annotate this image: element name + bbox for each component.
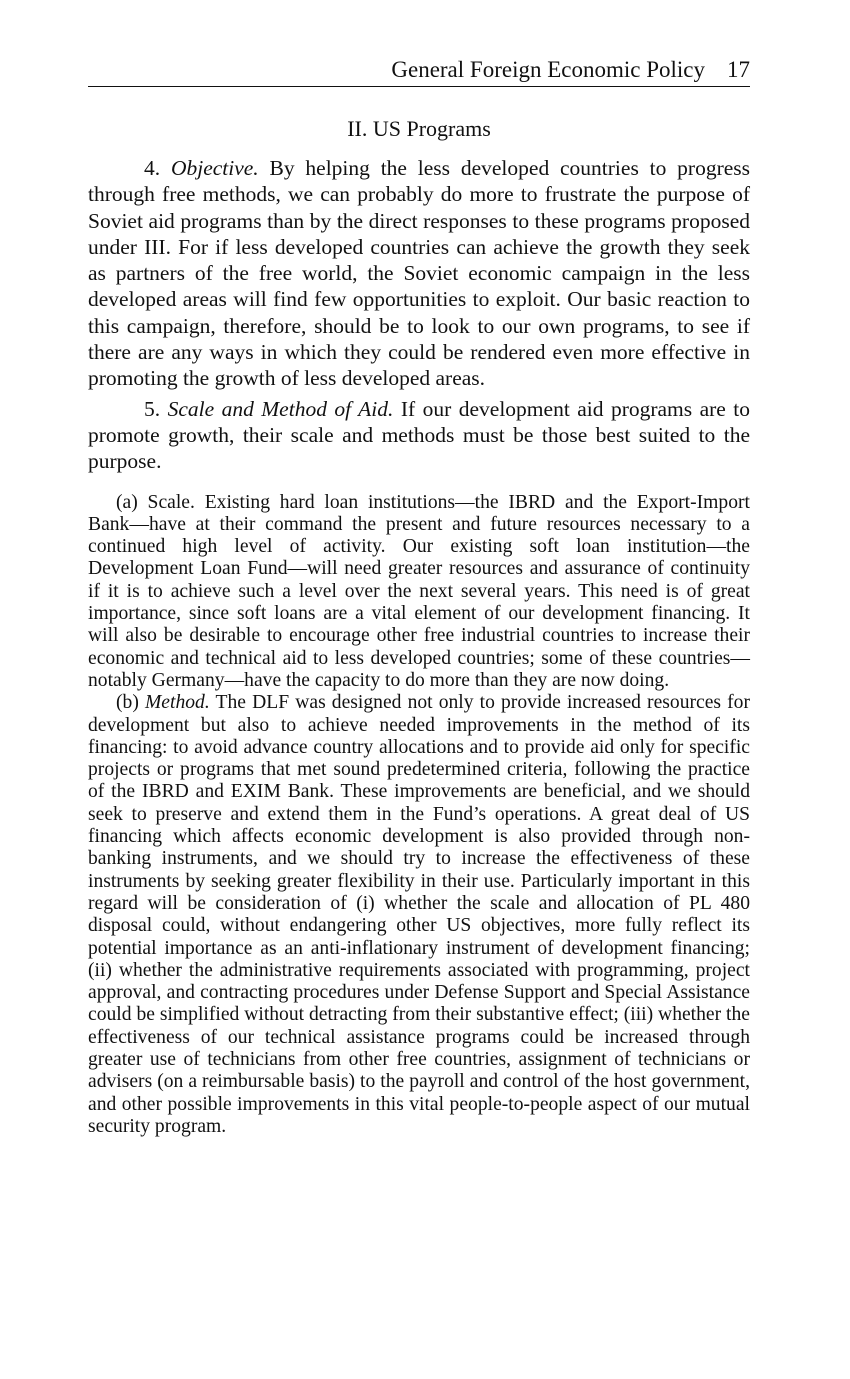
paragraph-text: By helping the less developed countries to progress through free methods, we can probably do more to frustrate the purpose of Soviet aid programs than by the direct responses to these programs proposed under III. For if less developed countries can achieve the growth they seek as partners of the free world, the Soviet economic campaign in the less developed areas will find few opportunities to exploit. Our basic reaction to this campaign, therefore, should be to look to our own programs, to see if there are any ways in which they could be rendered even more effective in promoting the growth of less developed areas. xyxy=(88,156,751,391)
subparagraph-text: Existing hard loan institutions—the IBRD and the Export-Import Bank—have at their command the present and future resources necessary to a continued high level of activity. Our existing soft loan institution—the Development Loan Fund—will need greater resources and assurance of continuity if it is to achieve such a level over the next several years. This need is of great importance, since soft loans are a vital element of our development financing. It will also be desirable to encourage other free industrial countries to increase their economic and technical aid to less developed countries; some of these countries—notably Germany—have the capacity to do more than they are now doing. xyxy=(88,491,750,691)
paragraph-number: 4. xyxy=(144,156,161,180)
paragraph-heading: Objective. xyxy=(170,156,259,180)
paragraph-text: If our development aid programs are to promote growth, their scale and methods must be those best suited to the purpose. xyxy=(88,396,751,474)
paragraph-number: 5. xyxy=(144,396,161,421)
running-head xyxy=(88,56,750,87)
subparagraph-label: (b) xyxy=(116,692,139,714)
subparagraph-method xyxy=(88,692,750,1138)
paragraph-objective xyxy=(88,155,750,392)
page-number: 17 xyxy=(727,57,750,82)
paragraph-heading: Scale and Method of Aid. xyxy=(167,396,394,421)
subparagraph-scale xyxy=(88,492,750,693)
subparagraph-heading: Scale. xyxy=(147,491,195,513)
section-title: II. US Programs xyxy=(347,116,491,141)
running-title: General Foreign Economic Policy xyxy=(391,57,705,82)
subparagraph-heading: Method. xyxy=(144,692,210,714)
paragraph-scale-and-method xyxy=(88,396,750,475)
document-page xyxy=(88,56,750,1138)
subparagraph-label: (a) xyxy=(116,491,138,513)
subparagraph-text: The DLF was designed not only to provide increased resources for development but also to achieve needed improvements in the method of its financing: to avoid advance country allocations and to provide aid only for specific projects or programs that met sound predetermined criteria, following the practice of the IBRD and EXIM Bank. These improvements are beneficial, and we should seek to preserve and extend them in the Fund’s operations. A great deal of US financing which affects economic development is also provided through non-banking instruments, and we should try to increase the effectiveness of these instruments by seeking greater flexibility in their use. Particularly important in this regard will be consideration of (i) whether the scale and allocation of PL 480 disposal could, without endangering other US objectives, more fully reflect its potential importance as an anti-inflationary instrument of development financing; (ii) whether the administrative requirements associated with programming, project approval, and contracting procedures under Defense Support and Special Assistance could be simplified without detracting from their substantive effect; (iii) whether the effectiveness of our technical assistance programs could be increased through greater use of technicians from other free countries, assignment of technicians or advisers (on a reimbursable basis) to the payroll and control of the host government, and other possible improvements in this vital people-to-people aspect of our mutual security program. xyxy=(88,692,751,1137)
